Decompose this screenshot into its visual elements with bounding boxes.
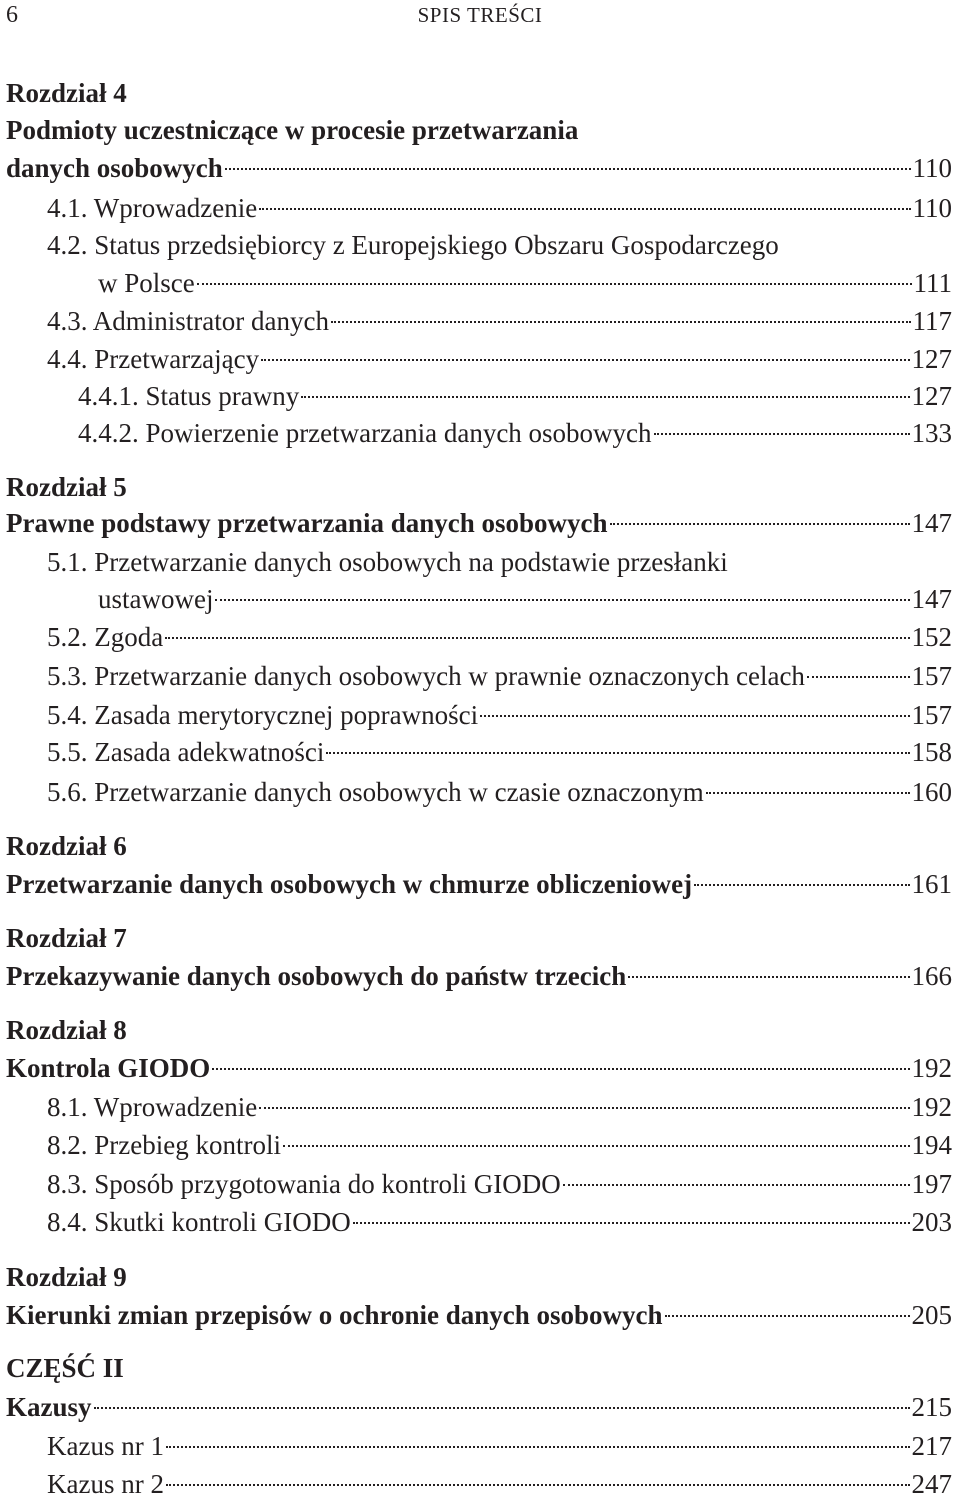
page-ref: 147: [911, 584, 952, 614]
page-ref: 127: [911, 344, 952, 374]
case-entry: [0, 1427, 952, 1465]
page-ref: 157: [911, 661, 952, 691]
section-entry: [0, 1088, 952, 1126]
entry-text: Rozdział 7: [6, 923, 127, 953]
chapter-title-entry: [0, 504, 952, 542]
dot-leader: [654, 433, 910, 435]
page-ref: 117: [912, 306, 952, 336]
entry-text: 5.5. Zasada adekwatności: [47, 737, 325, 767]
entry-text: Kazus nr 2: [47, 1469, 164, 1499]
page-ref: 161: [911, 869, 952, 899]
page-ref: 110: [912, 153, 952, 183]
section-entry: [0, 580, 952, 618]
dot-leader: [480, 715, 909, 717]
entry-text: Podmioty uczestniczące w procesie przetwarzania: [6, 115, 579, 145]
entry-text: 4.4.2. Powierzenie przetwarzania danych osobowych: [78, 418, 652, 448]
section-entry: [0, 733, 952, 771]
subsection-entry: [0, 414, 952, 452]
section-entry: [0, 1203, 952, 1241]
section-entry: [0, 1126, 952, 1164]
page-ref: 127: [911, 381, 952, 411]
entry-text: w Polsce: [98, 268, 195, 298]
entry-text: 8.4. Skutki kontroli GIODO: [47, 1207, 351, 1237]
dot-leader: [165, 637, 909, 639]
entry-text: Kierunki zmian przepisów o ochronie danych osobowych: [6, 1300, 663, 1330]
section-entry: [0, 226, 952, 264]
dot-leader: [610, 523, 910, 525]
case-entry: [0, 1465, 952, 1503]
running-title: SPIS TREŚCI: [417, 3, 543, 27]
page-ref: 133: [911, 418, 952, 448]
section-entry: [0, 543, 952, 581]
entry-text: Rozdział 8: [6, 1015, 127, 1045]
dot-leader: [628, 976, 909, 978]
section-entry: [0, 1165, 952, 1203]
entry-text: 4.1. Wprowadzenie: [47, 193, 258, 223]
dot-leader: [94, 1407, 910, 1409]
part-heading: [0, 1349, 952, 1387]
dot-leader: [261, 359, 909, 361]
chapter-heading: [0, 827, 952, 865]
page-header: [0, 0, 960, 30]
dot-leader: [706, 792, 910, 794]
dot-leader: [353, 1222, 910, 1224]
chapter-title-entry: [0, 1049, 952, 1087]
dot-leader: [694, 884, 909, 886]
dot-leader: [259, 1107, 909, 1109]
page-ref: 152: [911, 622, 952, 652]
entry-text: Kontrola GIODO: [6, 1053, 211, 1083]
section-entry: [0, 618, 952, 656]
subsection-entry: [0, 377, 952, 415]
dot-leader: [807, 676, 910, 678]
entry-text: Rozdział 5: [6, 472, 127, 502]
entry-text: 8.2. Przebieg kontroli: [47, 1130, 281, 1160]
dot-leader: [563, 1184, 910, 1186]
dot-leader: [326, 752, 909, 754]
dot-leader: [166, 1484, 910, 1486]
section-entry: [0, 264, 952, 302]
page-number: 6: [6, 2, 18, 28]
chapter-title-entry: [0, 111, 952, 149]
entry-text: Kazus nr 1: [47, 1431, 164, 1461]
entry-text: CZĘŚĆ II: [6, 1353, 124, 1383]
dot-leader: [331, 321, 911, 323]
page-ref: 158: [911, 737, 952, 767]
section-entry: [0, 773, 952, 811]
section-entry: [0, 302, 952, 340]
entry-text: 8.3. Sposób przygotowania do kontroli GIODO: [47, 1169, 561, 1199]
page-ref: 157: [911, 700, 952, 730]
entry-text: Przekazywanie danych osobowych do państw trzecich: [6, 961, 627, 991]
entry-text: danych osobowych: [6, 153, 223, 183]
chapter-heading: [0, 919, 952, 957]
entry-text: 5.2. Zgoda: [47, 622, 164, 652]
dot-leader: [665, 1315, 910, 1317]
entry-text: 5.3. Przetwarzanie danych osobowych w prawnie oznaczonych celach: [47, 661, 805, 691]
chapter-heading: [0, 1011, 952, 1049]
entry-text: 8.1. Wprowadzenie: [47, 1092, 258, 1122]
entry-text: 5.1. Przetwarzanie danych osobowych na podstawie przesłanki: [47, 547, 728, 577]
dot-leader: [215, 599, 909, 601]
chapter-heading: [0, 1258, 952, 1296]
entry-text: ustawowej: [98, 584, 214, 614]
chapter-title-entry: [0, 1296, 952, 1334]
dot-leader: [301, 396, 909, 398]
page-ref: 110: [912, 193, 952, 223]
page-ref: 192: [911, 1092, 952, 1122]
chapter-title-entry: [0, 957, 952, 995]
entry-text: 5.6. Przetwarzanie danych osobowych w czasie oznaczonym: [47, 777, 704, 807]
page-ref: 147: [911, 508, 952, 538]
page-ref: 111: [913, 268, 952, 298]
dot-leader: [259, 208, 910, 210]
entry-text: Przetwarzanie danych osobowych w chmurze obliczeniowej: [6, 869, 693, 899]
page-ref: 203: [911, 1207, 952, 1237]
entry-text: Prawne podstawy przetwarzania danych osobowych: [6, 508, 608, 538]
page-ref: 166: [911, 961, 952, 991]
entry-text: 4.4. Przetwarzający: [47, 344, 260, 374]
entry-text: 4.2. Status przedsiębiorcy z Europejskiego Obszaru Gospodarczego: [47, 230, 779, 260]
dot-leader: [197, 283, 912, 285]
entry-text: 4.3. Administrator danych: [47, 306, 329, 336]
section-entry: [0, 340, 952, 378]
page-ref: 194: [911, 1130, 952, 1160]
dot-leader: [212, 1068, 909, 1070]
page-ref: 217: [911, 1431, 952, 1461]
entry-text: Kazusy: [6, 1392, 92, 1422]
page-ref: 205: [911, 1300, 952, 1330]
section-entry: [0, 657, 952, 695]
page-ref: 197: [911, 1169, 952, 1199]
chapter-title-entry: [0, 865, 952, 903]
page-ref: 247: [911, 1469, 952, 1499]
entry-text: Rozdział 9: [6, 1262, 127, 1292]
chapter-heading: [0, 468, 952, 506]
dot-leader: [166, 1446, 910, 1448]
entry-text: 5.4. Zasada merytorycznej poprawności: [47, 700, 479, 730]
page-ref: 192: [911, 1053, 952, 1083]
page-ref: 160: [911, 777, 952, 807]
dot-leader: [225, 168, 911, 170]
dot-leader: [283, 1145, 910, 1147]
entry-text: Rozdział 4: [6, 78, 127, 108]
section-entry: [0, 696, 952, 734]
section-entry: [0, 189, 952, 227]
entry-text: Rozdział 6: [6, 831, 127, 861]
page-ref: 215: [911, 1392, 952, 1422]
chapter-title-entry: [0, 149, 952, 187]
chapter-title-entry: [0, 1388, 952, 1426]
entry-text: 4.4.1. Status prawny: [78, 381, 300, 411]
chapter-heading: [0, 74, 952, 112]
